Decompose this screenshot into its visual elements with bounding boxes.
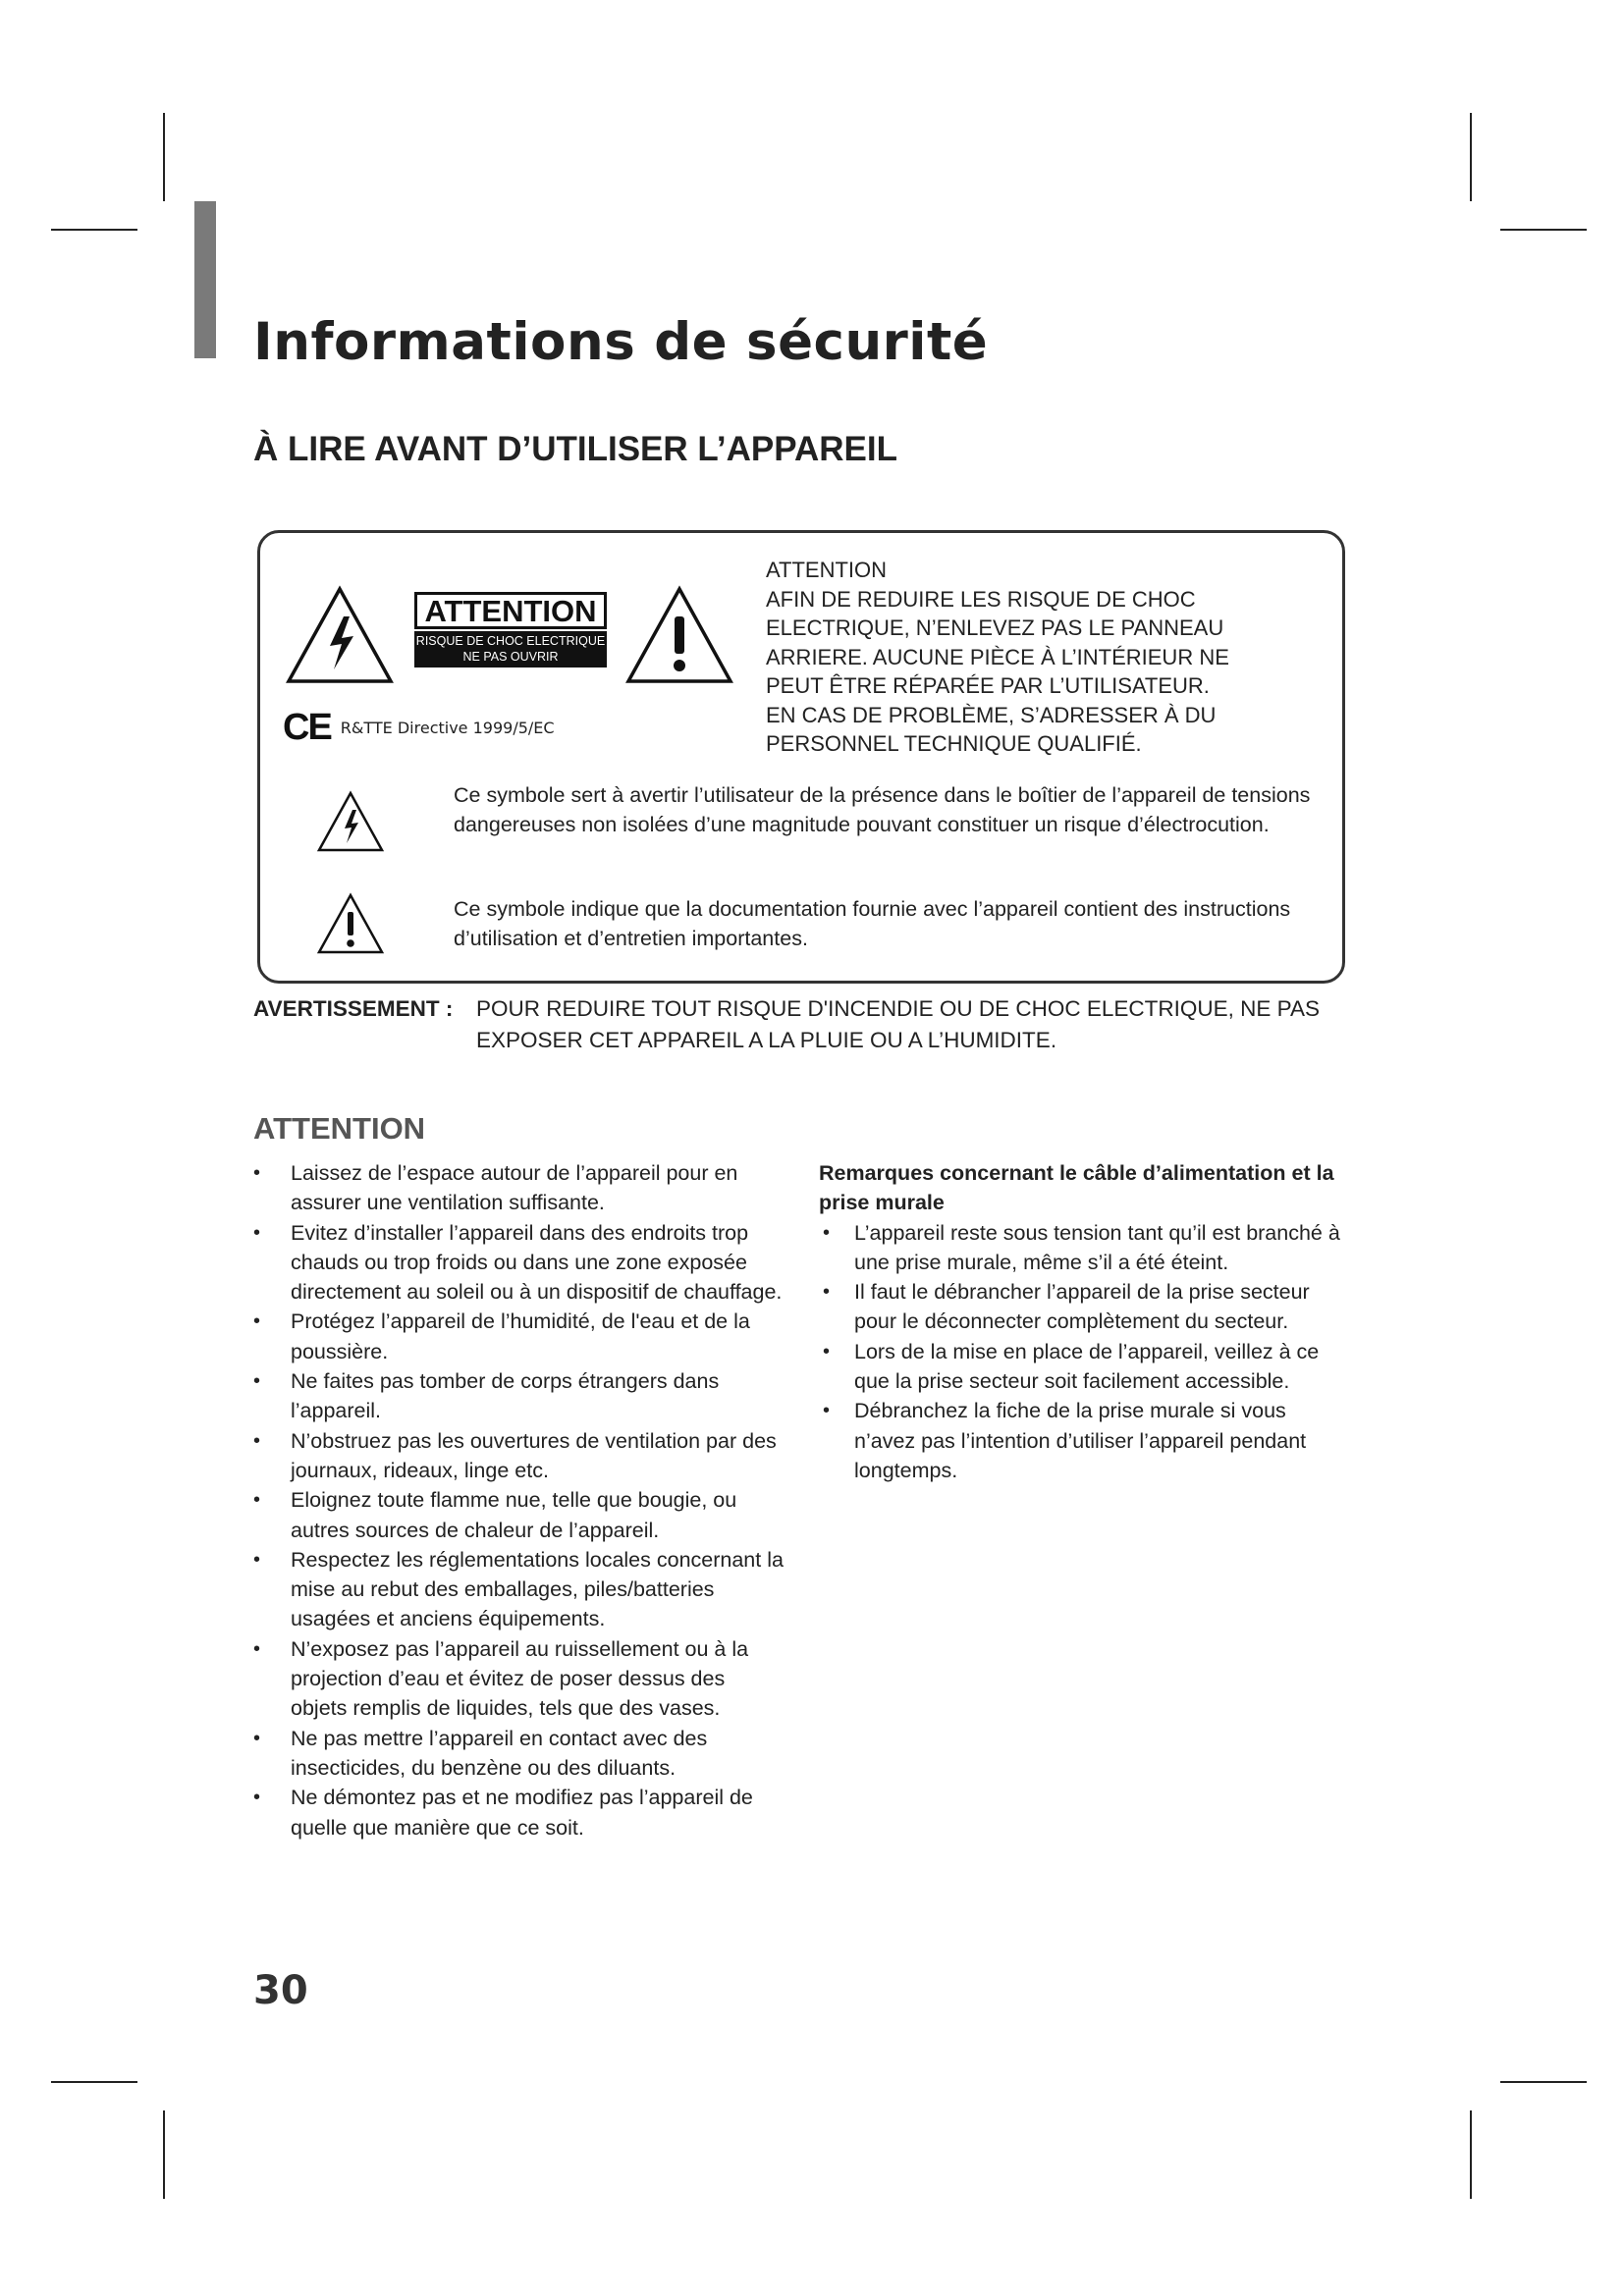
- crop-mark: [1470, 2110, 1472, 2199]
- lightning-triangle-icon: [316, 790, 385, 853]
- symbol-lightning-text: Ce symbole sert à avertir l’utilisateur de la présence dans le boîtier de l’appareil de tensions dangereuses non isolées d’une magnitude pouvant constituer un risque d’électrocution.: [454, 783, 1311, 836]
- exclamation-triangle-icon: [316, 892, 385, 955]
- crop-mark: [1500, 229, 1587, 231]
- list-item: • Débranchez la fiche de la prise murale si vous n’avez pas l’intention d’utiliser l’appareil pendant longtemps.: [819, 1396, 1349, 1485]
- box-attention-line: PEUT ÊTRE RÉPARÉE PAR L’UTILISATEUR.: [766, 673, 1210, 698]
- risk-line-1: RISQUE DE CHOC ELECTRIQUE: [415, 634, 606, 648]
- crop-mark: [1500, 2081, 1587, 2083]
- box-attention-line: ELECTRIQUE, N’ENLEVEZ PAS LE PANNEAU: [766, 615, 1224, 640]
- page-number: 30: [253, 1968, 308, 2013]
- ce-directive: [283, 707, 555, 749]
- crop-mark: [163, 113, 165, 201]
- attention-label: [414, 592, 607, 682]
- avertissement-label: AVERTISSEMENT :: [253, 996, 454, 1021]
- ce-directive-text: R&TTE Directive 1999/5/EC: [340, 719, 555, 737]
- box-attention-line: PERSONNEL TECHNIQUE QUALIFIÉ.: [766, 731, 1142, 756]
- symbol-exclamation-text: Ce symbole indique que la documentation fournie avec l’appareil contient des instructions d’utilisation et d’entretien importantes.: [454, 897, 1291, 950]
- exclamation-warning-icon: [624, 585, 734, 685]
- list-item: • Ne pas mettre l’appareil en contact avec des insecticides, du benzène ou des diluants.: [253, 1724, 784, 1784]
- list-item: • Lors de la mise en place de l’appareil, veillez à ce que la prise secteur soit facilement accessible.: [819, 1337, 1349, 1397]
- list-item: • Ne faites pas tomber de corps étrangers dans l’appareil.: [253, 1366, 784, 1426]
- attention-list: [253, 1158, 784, 1842]
- page-title: Informations de sécurité: [253, 312, 989, 372]
- attention-label-risk: [414, 631, 607, 667]
- box-attention-line: ARRIERE. AUCUNE PIÈCE À L’INTÉRIEUR NE: [766, 644, 1229, 669]
- crop-mark: [163, 2110, 165, 2199]
- list-item: • Laissez de l’espace autour de l’appareil pour en assurer une ventilation suffisante.: [253, 1158, 784, 1218]
- ce-mark: CE: [283, 707, 331, 748]
- list-item: • Ne démontez pas et ne modifiez pas l’appareil de quelle que manière que ce soit.: [253, 1783, 784, 1842]
- box-attention-text: [766, 556, 1316, 759]
- list-item: • N’exposez pas l’appareil au ruissellement ou à la projection d’eau et évitez de poser dessus des objets remplis de liquides, tels que des vases.: [253, 1634, 784, 1724]
- list-item: • Eloignez toute flamme nue, telle que bougie, ou autres sources de chaleur de l’appareil.: [253, 1485, 784, 1545]
- list-item: • Respectez les réglementations locales concernant la mise au rebut des emballages, piles/batteries usagées et anciens équipements.: [253, 1545, 784, 1634]
- list-item: • L’appareil reste sous tension tant qu’il est branché à une prise murale, même s’il a été éteint.: [819, 1218, 1349, 1278]
- box-attention-line: AFIN DE REDUIRE LES RISQUE DE CHOC: [766, 586, 1196, 612]
- attention-label-text: ATTENTION: [414, 592, 607, 629]
- title-accent-bar: [194, 201, 216, 358]
- attention-list-column: [253, 1158, 784, 1842]
- electric-shock-warning-icon: [285, 585, 395, 685]
- crop-mark: [51, 2081, 137, 2083]
- crop-mark: [51, 229, 137, 231]
- list-item: • Il faut le débrancher l’appareil de la prise secteur pour le déconnecter complètement du secteur.: [819, 1277, 1349, 1337]
- remarks-column: [819, 1158, 1349, 1485]
- list-item: • Evitez d’installer l’appareil dans des endroits trop chauds ou trop froids ou dans une zone exposée directement au soleil ou à un dispositif de chauffage.: [253, 1218, 784, 1308]
- avertissement-text: POUR REDUIRE TOUT RISQUE D'INCENDIE OU DE CHOC ELECTRIQUE, NE PAS EXPOSER CET APPAREIL A LA PLUIE OU A L’HUMIDITE.: [476, 996, 1321, 1052]
- box-attention-line: EN CAS DE PROBLÈME, S’ADRESSER À DU: [766, 702, 1217, 727]
- risk-line-2: NE PAS OUVRIR: [462, 650, 559, 664]
- attention-heading: ATTENTION: [253, 1111, 426, 1146]
- box-attention-line: ATTENTION: [766, 558, 888, 582]
- list-item: • N’obstruez pas les ouvertures de ventilation par des journaux, rideaux, linge etc.: [253, 1426, 784, 1486]
- crop-mark: [1470, 113, 1472, 201]
- list-item: • Protégez l’appareil de l’humidité, de l'eau et de la poussière.: [253, 1307, 784, 1366]
- remarks-title: Remarques concernant le câble d’alimentation et la prise murale: [819, 1161, 1334, 1215]
- remarks-list: [819, 1218, 1349, 1486]
- section-title: À LIRE AVANT D’UTILISER L’APPAREIL: [253, 430, 897, 468]
